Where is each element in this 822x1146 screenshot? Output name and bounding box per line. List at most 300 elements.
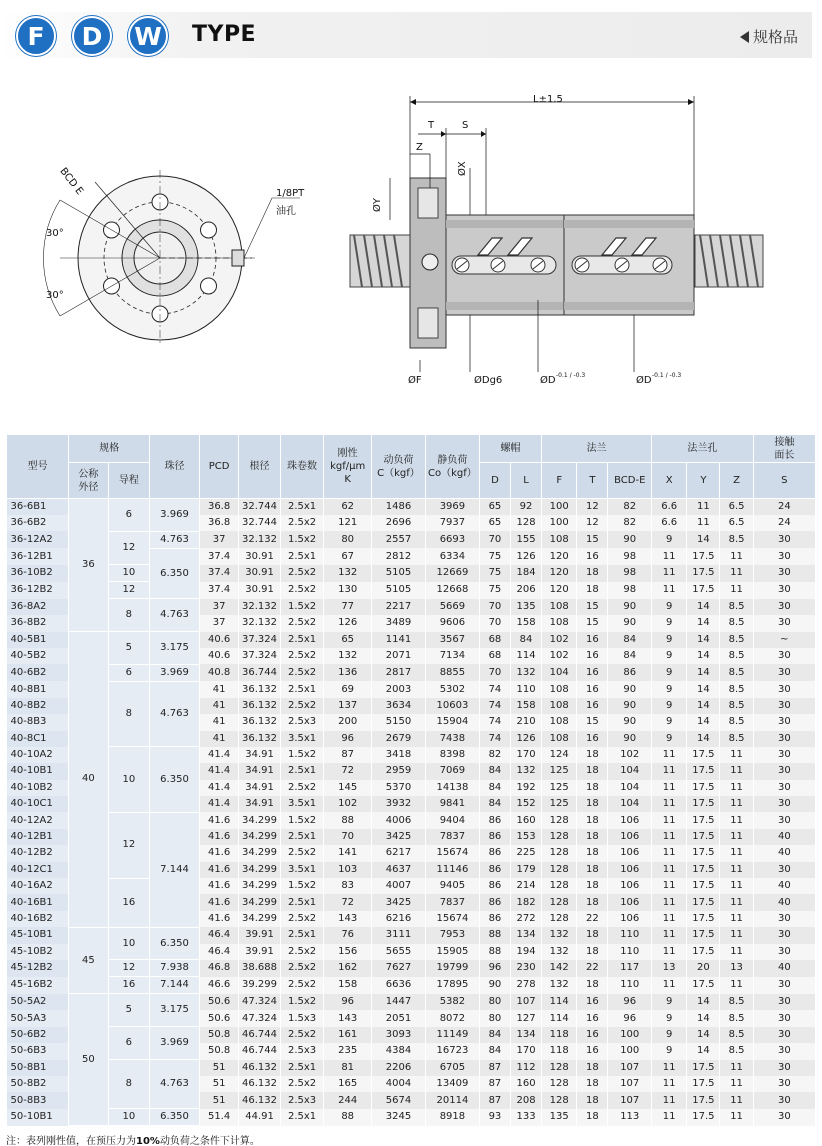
th-dynamic-2: C（kgf） bbox=[377, 467, 420, 479]
cell-static: 3969 bbox=[425, 499, 479, 516]
cell-model: 50-6B2 bbox=[7, 1027, 69, 1043]
cell-root: 34.299 bbox=[239, 845, 280, 861]
cell-model: 45-10B1 bbox=[7, 927, 69, 943]
cell-bcde: 107 bbox=[608, 1076, 652, 1092]
cell-f: 100 bbox=[542, 499, 577, 516]
cell-l: 127 bbox=[510, 1010, 541, 1026]
cell-s: 40 bbox=[753, 878, 815, 894]
footnote-suffix: 动负荷之条件下计算。 bbox=[159, 1136, 260, 1146]
cell-d: 86 bbox=[479, 911, 510, 927]
table-row bbox=[7, 994, 816, 1010]
cell-stiffness: 80 bbox=[324, 531, 372, 548]
t-label: T bbox=[428, 120, 435, 131]
table-row bbox=[7, 960, 816, 977]
cell-z: 13 bbox=[720, 960, 753, 977]
cell-circuits: 2.5x2 bbox=[280, 565, 324, 582]
cell-stiffness: 102 bbox=[324, 796, 372, 812]
cell-z: 11 bbox=[720, 1109, 753, 1126]
cell-bcde: 90 bbox=[608, 531, 652, 548]
cell-dynamic: 4007 bbox=[372, 878, 426, 894]
cell-s: 30 bbox=[753, 763, 815, 779]
cell-d: 68 bbox=[479, 648, 510, 664]
cell-lead: 16 bbox=[108, 977, 149, 994]
cell-bcde: 84 bbox=[608, 632, 652, 648]
cell-circuits: 2.5x2 bbox=[280, 648, 324, 664]
cell-static: 7837 bbox=[425, 829, 479, 845]
cell-static: 5302 bbox=[425, 681, 479, 697]
cell-circuits: 2.5x1 bbox=[280, 1109, 324, 1126]
cell-bcde: 90 bbox=[608, 599, 652, 615]
cell-d: 88 bbox=[479, 927, 510, 943]
cell-f: 125 bbox=[542, 796, 577, 812]
cell-static: 16723 bbox=[425, 1043, 479, 1059]
cell-l: 214 bbox=[510, 878, 541, 894]
cell-ball: 6.350 bbox=[150, 747, 200, 813]
th-static-2: Co（kgf） bbox=[428, 467, 477, 479]
cell-pcd: 41.4 bbox=[199, 747, 238, 763]
cell-d: 70 bbox=[479, 531, 510, 548]
th-root: 根径 bbox=[239, 435, 280, 499]
cell-dynamic: 3425 bbox=[372, 829, 426, 845]
cell-y: 17.5 bbox=[687, 829, 720, 845]
cell-model: 40-16A2 bbox=[7, 878, 69, 894]
cell-s: 30 bbox=[753, 944, 815, 960]
cell-dynamic: 2206 bbox=[372, 1060, 426, 1076]
cell-model: 40-12B2 bbox=[7, 845, 69, 861]
cell-model: 50-8B3 bbox=[7, 1092, 69, 1108]
cell-y: 20 bbox=[687, 960, 720, 977]
cell-pcd: 41 bbox=[199, 714, 238, 730]
cell-dynamic: 2679 bbox=[372, 731, 426, 747]
cell-f: 108 bbox=[542, 698, 577, 714]
cell-f: 108 bbox=[542, 714, 577, 730]
cell-l: 158 bbox=[510, 698, 541, 714]
cell-s: 30 bbox=[753, 812, 815, 828]
cell-l: 126 bbox=[510, 731, 541, 747]
cell-x: 11 bbox=[652, 763, 687, 779]
cell-d: 70 bbox=[479, 599, 510, 615]
cell-static: 19799 bbox=[425, 960, 479, 977]
cell-z: 11 bbox=[720, 829, 753, 845]
cell-lead: 8 bbox=[108, 1060, 149, 1109]
cell-l: 153 bbox=[510, 829, 541, 845]
cell-root: 38.688 bbox=[239, 960, 280, 977]
angle-label-top: 30° bbox=[46, 228, 64, 239]
cell-dynamic: 1447 bbox=[372, 994, 426, 1010]
cell-t: 18 bbox=[577, 780, 608, 796]
cell-circuits: 2.5x3 bbox=[280, 1092, 324, 1108]
cell-f: 128 bbox=[542, 829, 577, 845]
cell-l: 230 bbox=[510, 960, 541, 977]
cell-static: 3567 bbox=[425, 632, 479, 648]
cell-t: 18 bbox=[577, 796, 608, 812]
cell-l: 194 bbox=[510, 944, 541, 960]
cell-circuits: 2.5x1 bbox=[280, 927, 324, 943]
cell-s: ~ bbox=[753, 632, 815, 648]
cell-l: 160 bbox=[510, 1076, 541, 1092]
cell-y: 17.5 bbox=[687, 548, 720, 564]
cell-stiffness: 69 bbox=[324, 681, 372, 697]
cell-stiffness: 200 bbox=[324, 714, 372, 730]
th-pcd: PCD bbox=[199, 435, 238, 499]
cell-s: 30 bbox=[753, 681, 815, 697]
cell-t: 12 bbox=[577, 515, 608, 531]
cell-s: 30 bbox=[753, 1027, 815, 1043]
cell-x: 9 bbox=[652, 1027, 687, 1043]
cell-ball: 7.144 bbox=[150, 977, 200, 994]
cell-lead: 12 bbox=[108, 531, 149, 564]
cell-z: 11 bbox=[720, 894, 753, 910]
cell-root: 34.91 bbox=[239, 796, 280, 812]
cell-y: 14 bbox=[687, 994, 720, 1010]
cell-d: 86 bbox=[479, 862, 510, 878]
cell-y: 17.5 bbox=[687, 1109, 720, 1126]
cell-circuits: 2.5x2 bbox=[280, 615, 324, 631]
footnote-bold: 10% bbox=[136, 1136, 160, 1146]
cell-lead: 8 bbox=[108, 681, 149, 747]
cell-bcde: 110 bbox=[608, 977, 652, 994]
cell-l: 135 bbox=[510, 599, 541, 615]
cell-d: 86 bbox=[479, 845, 510, 861]
cell-model: 40-10B1 bbox=[7, 763, 69, 779]
spec-link[interactable] bbox=[740, 26, 798, 47]
cell-f: 128 bbox=[542, 1076, 577, 1092]
table-row bbox=[7, 1027, 816, 1043]
cell-z: 8.5 bbox=[720, 731, 753, 747]
cell-stiffness: 88 bbox=[324, 1109, 372, 1126]
cell-bcde: 84 bbox=[608, 648, 652, 664]
cell-pcd: 50.8 bbox=[199, 1027, 238, 1043]
cell-circuits: 2.5x2 bbox=[280, 911, 324, 927]
cell-d: 65 bbox=[479, 499, 510, 516]
cell-l: 134 bbox=[510, 927, 541, 943]
s-label: S bbox=[462, 120, 469, 131]
cell-f: 142 bbox=[542, 960, 577, 977]
cell-root: 36.744 bbox=[239, 664, 280, 681]
cell-z: 11 bbox=[720, 1076, 753, 1092]
cell-circuits: 2.5x1 bbox=[280, 548, 324, 564]
cell-model: 50-6B3 bbox=[7, 1043, 69, 1059]
cell-dynamic: 4637 bbox=[372, 862, 426, 878]
cell-t: 18 bbox=[577, 1092, 608, 1108]
cell-stiffness: 76 bbox=[324, 927, 372, 943]
th-lead: 导程 bbox=[108, 463, 149, 499]
table-row bbox=[7, 747, 816, 763]
cell-l: 112 bbox=[510, 1060, 541, 1076]
cell-f: 114 bbox=[542, 994, 577, 1010]
cell-bcde: 107 bbox=[608, 1060, 652, 1076]
cell-pcd: 37 bbox=[199, 599, 238, 615]
cell-ball: 3.175 bbox=[150, 632, 200, 665]
cell-t: 18 bbox=[577, 1109, 608, 1126]
cell-s: 30 bbox=[753, 531, 815, 548]
cell-pcd: 36.8 bbox=[199, 515, 238, 531]
cell-s: 30 bbox=[753, 1043, 815, 1059]
cell-f: 108 bbox=[542, 615, 577, 631]
cell-d: 87 bbox=[479, 1076, 510, 1092]
cell-circuits: 1.5x2 bbox=[280, 599, 324, 615]
th-static bbox=[425, 435, 479, 499]
cell-ball: 6.350 bbox=[150, 927, 200, 960]
cell-bcde: 106 bbox=[608, 911, 652, 927]
cell-model: 45-12B2 bbox=[7, 960, 69, 977]
cell-l: 225 bbox=[510, 845, 541, 861]
cell-stiffness: 70 bbox=[324, 829, 372, 845]
cell-x: 9 bbox=[652, 1010, 687, 1026]
cell-s: 30 bbox=[753, 565, 815, 582]
cell-t: 18 bbox=[577, 894, 608, 910]
cell-x: 11 bbox=[652, 862, 687, 878]
cell-t: 18 bbox=[577, 927, 608, 943]
table-row bbox=[7, 565, 816, 582]
cell-y: 17.5 bbox=[687, 878, 720, 894]
cell-bcde: 110 bbox=[608, 927, 652, 943]
cell-y: 17.5 bbox=[687, 1060, 720, 1076]
cell-pcd: 46.8 bbox=[199, 960, 238, 977]
cell-stiffness: 165 bbox=[324, 1076, 372, 1092]
cell-static: 6334 bbox=[425, 548, 479, 564]
cell-x: 9 bbox=[652, 698, 687, 714]
cell-f: 108 bbox=[542, 531, 577, 548]
cell-x: 9 bbox=[652, 681, 687, 697]
cell-dynamic: 3245 bbox=[372, 1109, 426, 1126]
cell-z: 8.5 bbox=[720, 994, 753, 1010]
cell-s: 30 bbox=[753, 698, 815, 714]
cell-z: 8.5 bbox=[720, 648, 753, 664]
cell-l: 160 bbox=[510, 812, 541, 828]
footnote-prefix: 注：表列刚性值，在预压力为 bbox=[6, 1136, 136, 1146]
cell-static: 5382 bbox=[425, 994, 479, 1010]
cell-s: 30 bbox=[753, 1060, 815, 1076]
cell-dynamic: 5655 bbox=[372, 944, 426, 960]
cell-bcde: 104 bbox=[608, 796, 652, 812]
spec-link-label: 规格品 bbox=[752, 28, 798, 46]
cell-y: 14 bbox=[687, 531, 720, 548]
cell-z: 8.5 bbox=[720, 698, 753, 714]
cell-pcd: 41.6 bbox=[199, 894, 238, 910]
cell-ball: 3.969 bbox=[150, 1027, 200, 1060]
th-f: F bbox=[542, 463, 577, 499]
cell-dynamic: 5105 bbox=[372, 582, 426, 599]
th-contact bbox=[753, 435, 815, 463]
cell-t: 18 bbox=[577, 1076, 608, 1092]
cell-lead: 10 bbox=[108, 747, 149, 813]
cell-stiffness: 83 bbox=[324, 878, 372, 894]
cell-dynamic: 2071 bbox=[372, 648, 426, 664]
cell-static: 6705 bbox=[425, 1060, 479, 1076]
cell-y: 17.5 bbox=[687, 927, 720, 943]
cell-t: 16 bbox=[577, 681, 608, 697]
cell-model: 40-12B1 bbox=[7, 829, 69, 845]
cell-s: 30 bbox=[753, 548, 815, 564]
cell-lead: 5 bbox=[108, 632, 149, 665]
cell-model: 40-12C1 bbox=[7, 862, 69, 878]
cell-f: 120 bbox=[542, 582, 577, 599]
cell-stiffness: 103 bbox=[324, 862, 372, 878]
cell-y: 11 bbox=[687, 515, 720, 531]
cell-pcd: 50.6 bbox=[199, 1010, 238, 1026]
cell-y: 14 bbox=[687, 599, 720, 615]
cell-z: 11 bbox=[720, 944, 753, 960]
cell-lead: 12 bbox=[108, 812, 149, 878]
cell-circuits: 2.5x2 bbox=[280, 664, 324, 681]
cell-circuits: 2.5x2 bbox=[280, 780, 324, 796]
cell-bcde: 110 bbox=[608, 944, 652, 960]
cell-bcde: 90 bbox=[608, 731, 652, 747]
cell-static: 9405 bbox=[425, 878, 479, 894]
cell-t: 18 bbox=[577, 845, 608, 861]
cell-bcde: 98 bbox=[608, 582, 652, 599]
cell-stiffness: 67 bbox=[324, 548, 372, 564]
cell-s: 24 bbox=[753, 515, 815, 531]
back-triangle-icon bbox=[740, 31, 749, 43]
cell-d: 82 bbox=[479, 747, 510, 763]
th-y: Y bbox=[687, 463, 720, 499]
cell-pcd: 41.4 bbox=[199, 796, 238, 812]
cell-s: 30 bbox=[753, 1109, 815, 1126]
cell-root: 46.744 bbox=[239, 1043, 280, 1059]
cell-s: 30 bbox=[753, 1092, 815, 1108]
d2-label: ØD bbox=[636, 375, 652, 386]
cell-y: 17.5 bbox=[687, 796, 720, 812]
cell-x: 9 bbox=[652, 648, 687, 664]
cell-d: 84 bbox=[479, 1043, 510, 1059]
cell-t: 18 bbox=[577, 878, 608, 894]
cell-y: 14 bbox=[687, 1027, 720, 1043]
cell-f: 128 bbox=[542, 911, 577, 927]
cell-root: 36.132 bbox=[239, 714, 280, 730]
cell-z: 8.5 bbox=[720, 681, 753, 697]
cell-dynamic: 2003 bbox=[372, 681, 426, 697]
cell-lead: 10 bbox=[108, 565, 149, 582]
cell-stiffness: 87 bbox=[324, 747, 372, 763]
cell-pcd: 37 bbox=[199, 531, 238, 548]
cell-d: 80 bbox=[479, 1010, 510, 1026]
table-row bbox=[7, 599, 816, 615]
cell-x: 13 bbox=[652, 960, 687, 977]
cell-root: 30.91 bbox=[239, 565, 280, 582]
cell-static: 9841 bbox=[425, 796, 479, 812]
cell-root: 32.744 bbox=[239, 515, 280, 531]
cell-stiffness: 143 bbox=[324, 1010, 372, 1026]
cell-z: 11 bbox=[720, 1060, 753, 1076]
cell-dynamic: 1141 bbox=[372, 632, 426, 648]
cell-static: 5669 bbox=[425, 599, 479, 615]
cell-bcde: 102 bbox=[608, 747, 652, 763]
cell-l: 110 bbox=[510, 681, 541, 697]
cell-circuits: 2.5x1 bbox=[280, 894, 324, 910]
d1-tol-label: -0.1 / -0.3 bbox=[556, 372, 586, 379]
cell-ball: 4.763 bbox=[150, 681, 200, 747]
cell-stiffness: 161 bbox=[324, 1027, 372, 1043]
cell-static: 9404 bbox=[425, 812, 479, 828]
th-bcde: BCD-E bbox=[608, 463, 652, 499]
cell-z: 8.5 bbox=[720, 1010, 753, 1026]
cell-root: 47.324 bbox=[239, 1010, 280, 1026]
badge-w: W bbox=[128, 16, 168, 56]
cell-x: 11 bbox=[652, 894, 687, 910]
cell-model: 40-10A2 bbox=[7, 747, 69, 763]
cell-circuits: 3.5x1 bbox=[280, 862, 324, 878]
cell-stiffness: 158 bbox=[324, 977, 372, 994]
cell-stiffness: 88 bbox=[324, 812, 372, 828]
cell-y: 14 bbox=[687, 731, 720, 747]
cell-x: 9 bbox=[652, 615, 687, 631]
cell-x: 11 bbox=[652, 582, 687, 599]
cell-ball: 6.350 bbox=[150, 1109, 200, 1126]
cell-bcde: 106 bbox=[608, 894, 652, 910]
cell-circuits: 2.5x1 bbox=[280, 763, 324, 779]
cell-s: 30 bbox=[753, 731, 815, 747]
cell-static: 7837 bbox=[425, 894, 479, 910]
table-row bbox=[7, 664, 816, 681]
cell-stiffness: 137 bbox=[324, 698, 372, 714]
cell-d: 75 bbox=[479, 582, 510, 599]
cell-model: 36-10B2 bbox=[7, 565, 69, 582]
cell-f: 125 bbox=[542, 763, 577, 779]
cell-circuits: 2.5x2 bbox=[280, 977, 324, 994]
cell-stiffness: 143 bbox=[324, 911, 372, 927]
cell-static: 17895 bbox=[425, 977, 479, 994]
cell-bcde: 90 bbox=[608, 698, 652, 714]
cell-y: 17.5 bbox=[687, 747, 720, 763]
cell-static: 15674 bbox=[425, 845, 479, 861]
cell-root: 32.744 bbox=[239, 499, 280, 516]
cell-static: 7937 bbox=[425, 515, 479, 531]
cell-t: 16 bbox=[577, 731, 608, 747]
cell-x: 9 bbox=[652, 994, 687, 1010]
cell-l: 278 bbox=[510, 977, 541, 994]
th-dynamic bbox=[372, 435, 426, 499]
cell-model: 45-16B2 bbox=[7, 977, 69, 994]
cell-d: 90 bbox=[479, 977, 510, 994]
cell-pcd: 41 bbox=[199, 698, 238, 714]
cell-s: 30 bbox=[753, 862, 815, 878]
cell-stiffness: 121 bbox=[324, 515, 372, 531]
cell-root: 44.91 bbox=[239, 1109, 280, 1126]
cell-pcd: 40.6 bbox=[199, 632, 238, 648]
cell-f: 125 bbox=[542, 780, 577, 796]
cell-model: 40-10B2 bbox=[7, 780, 69, 796]
cell-f: 128 bbox=[542, 878, 577, 894]
cell-dynamic: 3932 bbox=[372, 796, 426, 812]
cell-circuits: 2.5x1 bbox=[280, 681, 324, 697]
cell-bcde: 104 bbox=[608, 780, 652, 796]
cell-l: 134 bbox=[510, 1027, 541, 1043]
cell-y: 17.5 bbox=[687, 944, 720, 960]
cell-z: 11 bbox=[720, 878, 753, 894]
cell-pcd: 40.6 bbox=[199, 648, 238, 664]
cell-dynamic: 4004 bbox=[372, 1076, 426, 1092]
cell-s: 30 bbox=[753, 911, 815, 927]
cell-model: 36-6B1 bbox=[7, 499, 69, 516]
cell-root: 34.299 bbox=[239, 878, 280, 894]
cell-nominal: 45 bbox=[69, 927, 108, 994]
cell-d: 74 bbox=[479, 731, 510, 747]
cell-x: 11 bbox=[652, 829, 687, 845]
cell-s: 30 bbox=[753, 747, 815, 763]
th-x: X bbox=[652, 463, 687, 499]
cell-circuits: 2.5x2 bbox=[280, 944, 324, 960]
cell-root: 39.91 bbox=[239, 944, 280, 960]
cell-bcde: 107 bbox=[608, 1092, 652, 1108]
cell-nominal: 40 bbox=[69, 632, 108, 928]
cell-model: 40-5B1 bbox=[7, 632, 69, 648]
cell-l: 132 bbox=[510, 664, 541, 681]
cell-static: 12668 bbox=[425, 582, 479, 599]
cell-s: 30 bbox=[753, 599, 815, 615]
cell-y: 14 bbox=[687, 698, 720, 714]
